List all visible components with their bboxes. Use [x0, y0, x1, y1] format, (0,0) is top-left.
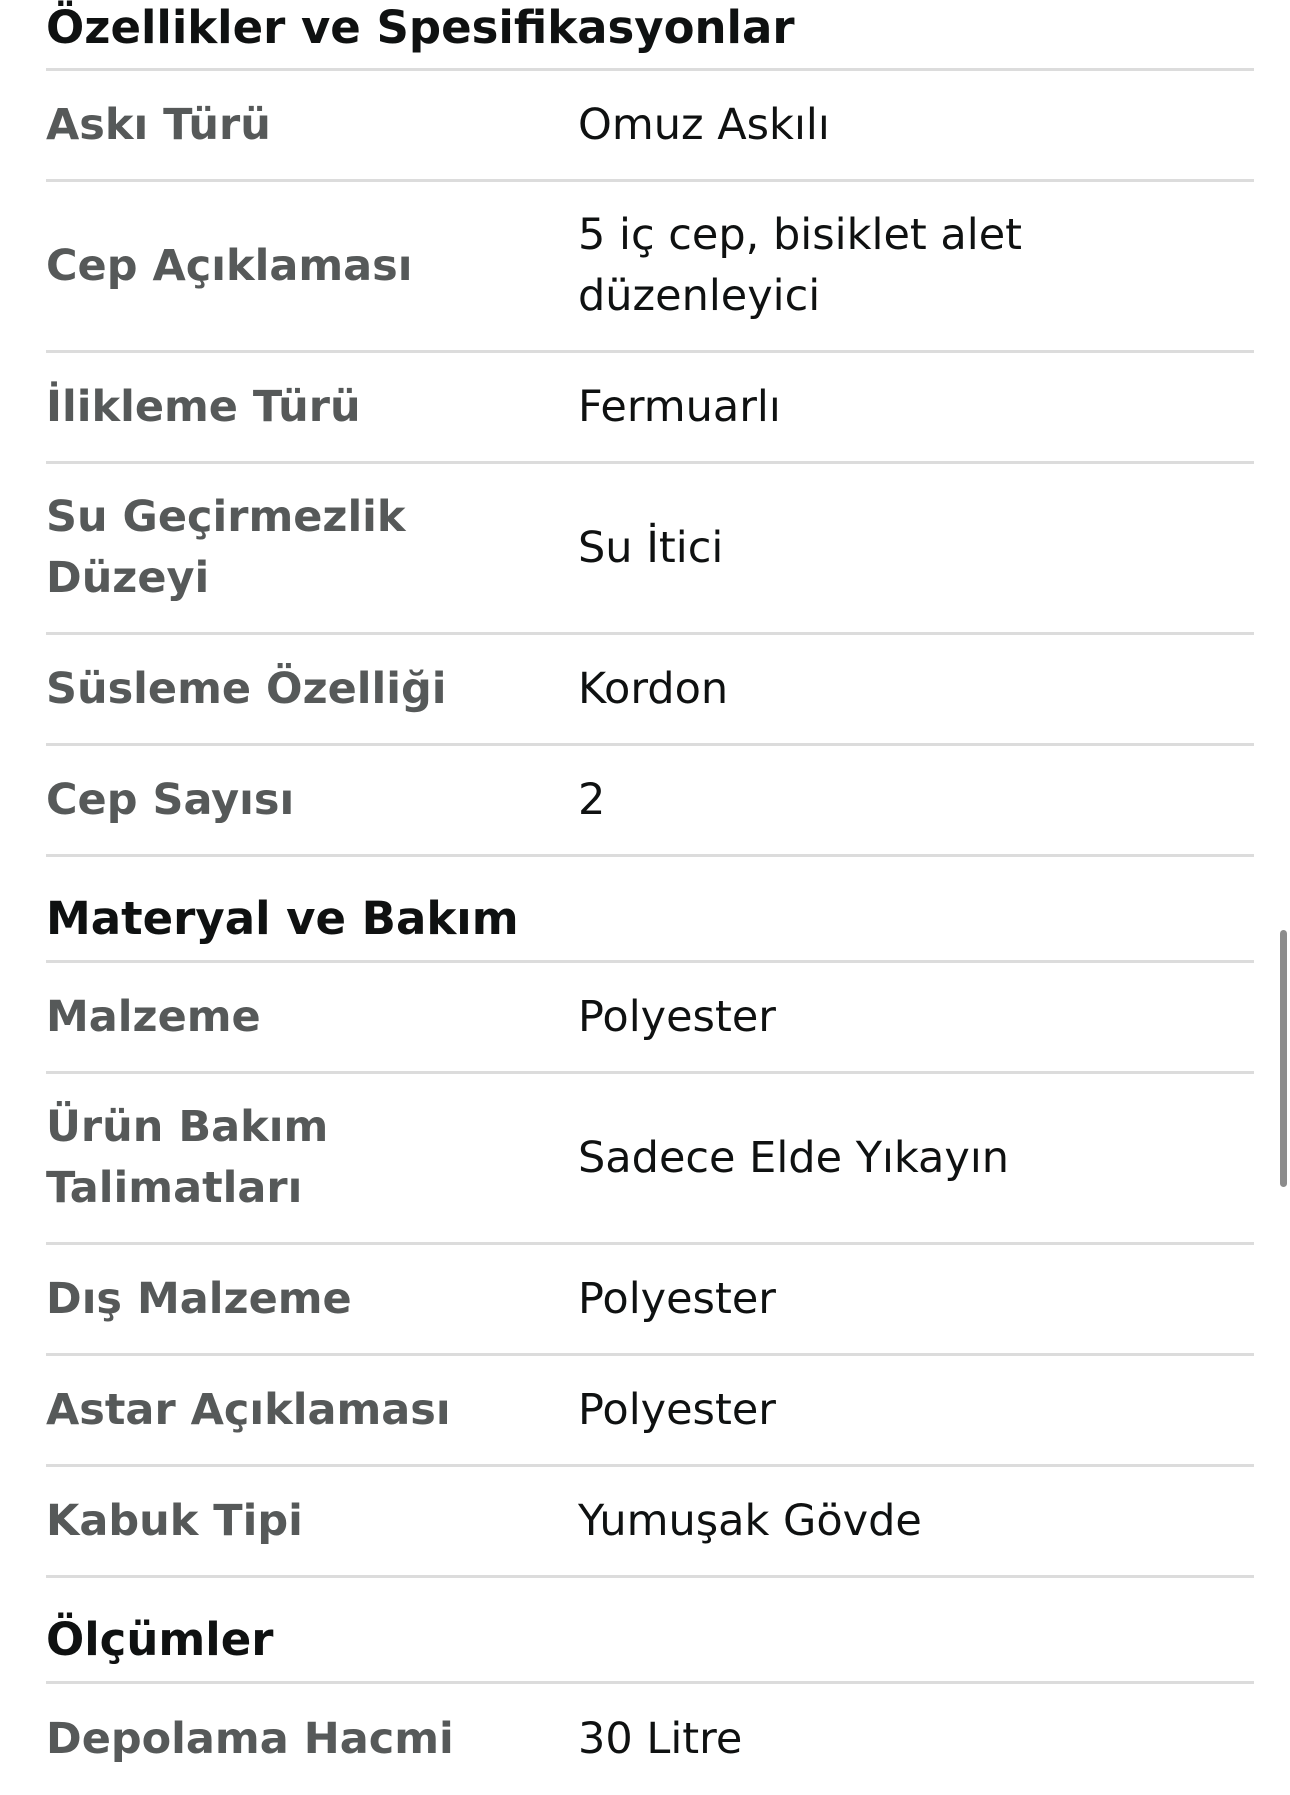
spec-label: Depolama Hacmi	[46, 1714, 454, 1764]
vertical-scrollbar[interactable]	[1280, 930, 1287, 1187]
section-title-features: Özellikler ve Spesifikasyonlar	[46, 0, 1254, 71]
spec-row	[46, 71, 1254, 182]
spec-row	[46, 182, 1254, 353]
spec-row	[46, 464, 1254, 635]
spec-row	[46, 1245, 1254, 1356]
spec-value: 5 iç cep, bisiklet alet düzenleyici	[578, 210, 1023, 321]
spec-value: Sadece Elde Yıkayın	[578, 1132, 1010, 1183]
spec-value: Polyester	[578, 991, 776, 1042]
spec-label: Cep Açıklaması	[46, 240, 413, 291]
spec-row	[46, 353, 1254, 464]
spec-label: Malzeme	[46, 991, 261, 1042]
spec-value: Fermuarlı	[578, 381, 781, 432]
section-title-measurements: Ölçümler	[46, 1578, 1254, 1684]
spec-label: Cep Sayısı	[46, 774, 295, 825]
spec-row	[46, 963, 1254, 1074]
spec-label: Kabuk Tipi	[46, 1495, 303, 1546]
spec-row	[46, 635, 1254, 746]
spec-label: Ürün Bakım Talimatları	[46, 1102, 329, 1213]
spec-value: 2	[578, 774, 606, 825]
spec-row	[46, 1684, 1254, 1795]
spec-value: Yumuşak Gövde	[578, 1495, 922, 1546]
spec-value: Polyester	[578, 1273, 776, 1324]
spec-value: 30 Litre	[578, 1714, 743, 1764]
spec-label: Askı Türü	[46, 99, 271, 150]
spec-label: İlikleme Türü	[46, 381, 361, 432]
spec-label: Dış Malzeme	[46, 1273, 352, 1324]
spec-row	[46, 1356, 1254, 1467]
spec-label: Su Geçirmezlik Düzeyi	[46, 492, 406, 603]
spec-label: Süsleme Özelliği	[46, 663, 447, 714]
spec-label: Astar Açıklaması	[46, 1384, 451, 1435]
spec-row	[46, 1074, 1254, 1245]
spec-row	[46, 746, 1254, 857]
spec-row	[46, 1467, 1254, 1578]
spec-value: Kordon	[578, 663, 729, 714]
specifications-panel	[46, 0, 1254, 1795]
spec-value: Polyester	[578, 1384, 776, 1435]
spec-value: Su İtici	[578, 522, 724, 573]
spec-value: Omuz Askılı	[578, 99, 830, 150]
section-title-material-care: Materyal ve Bakım	[46, 857, 1254, 963]
